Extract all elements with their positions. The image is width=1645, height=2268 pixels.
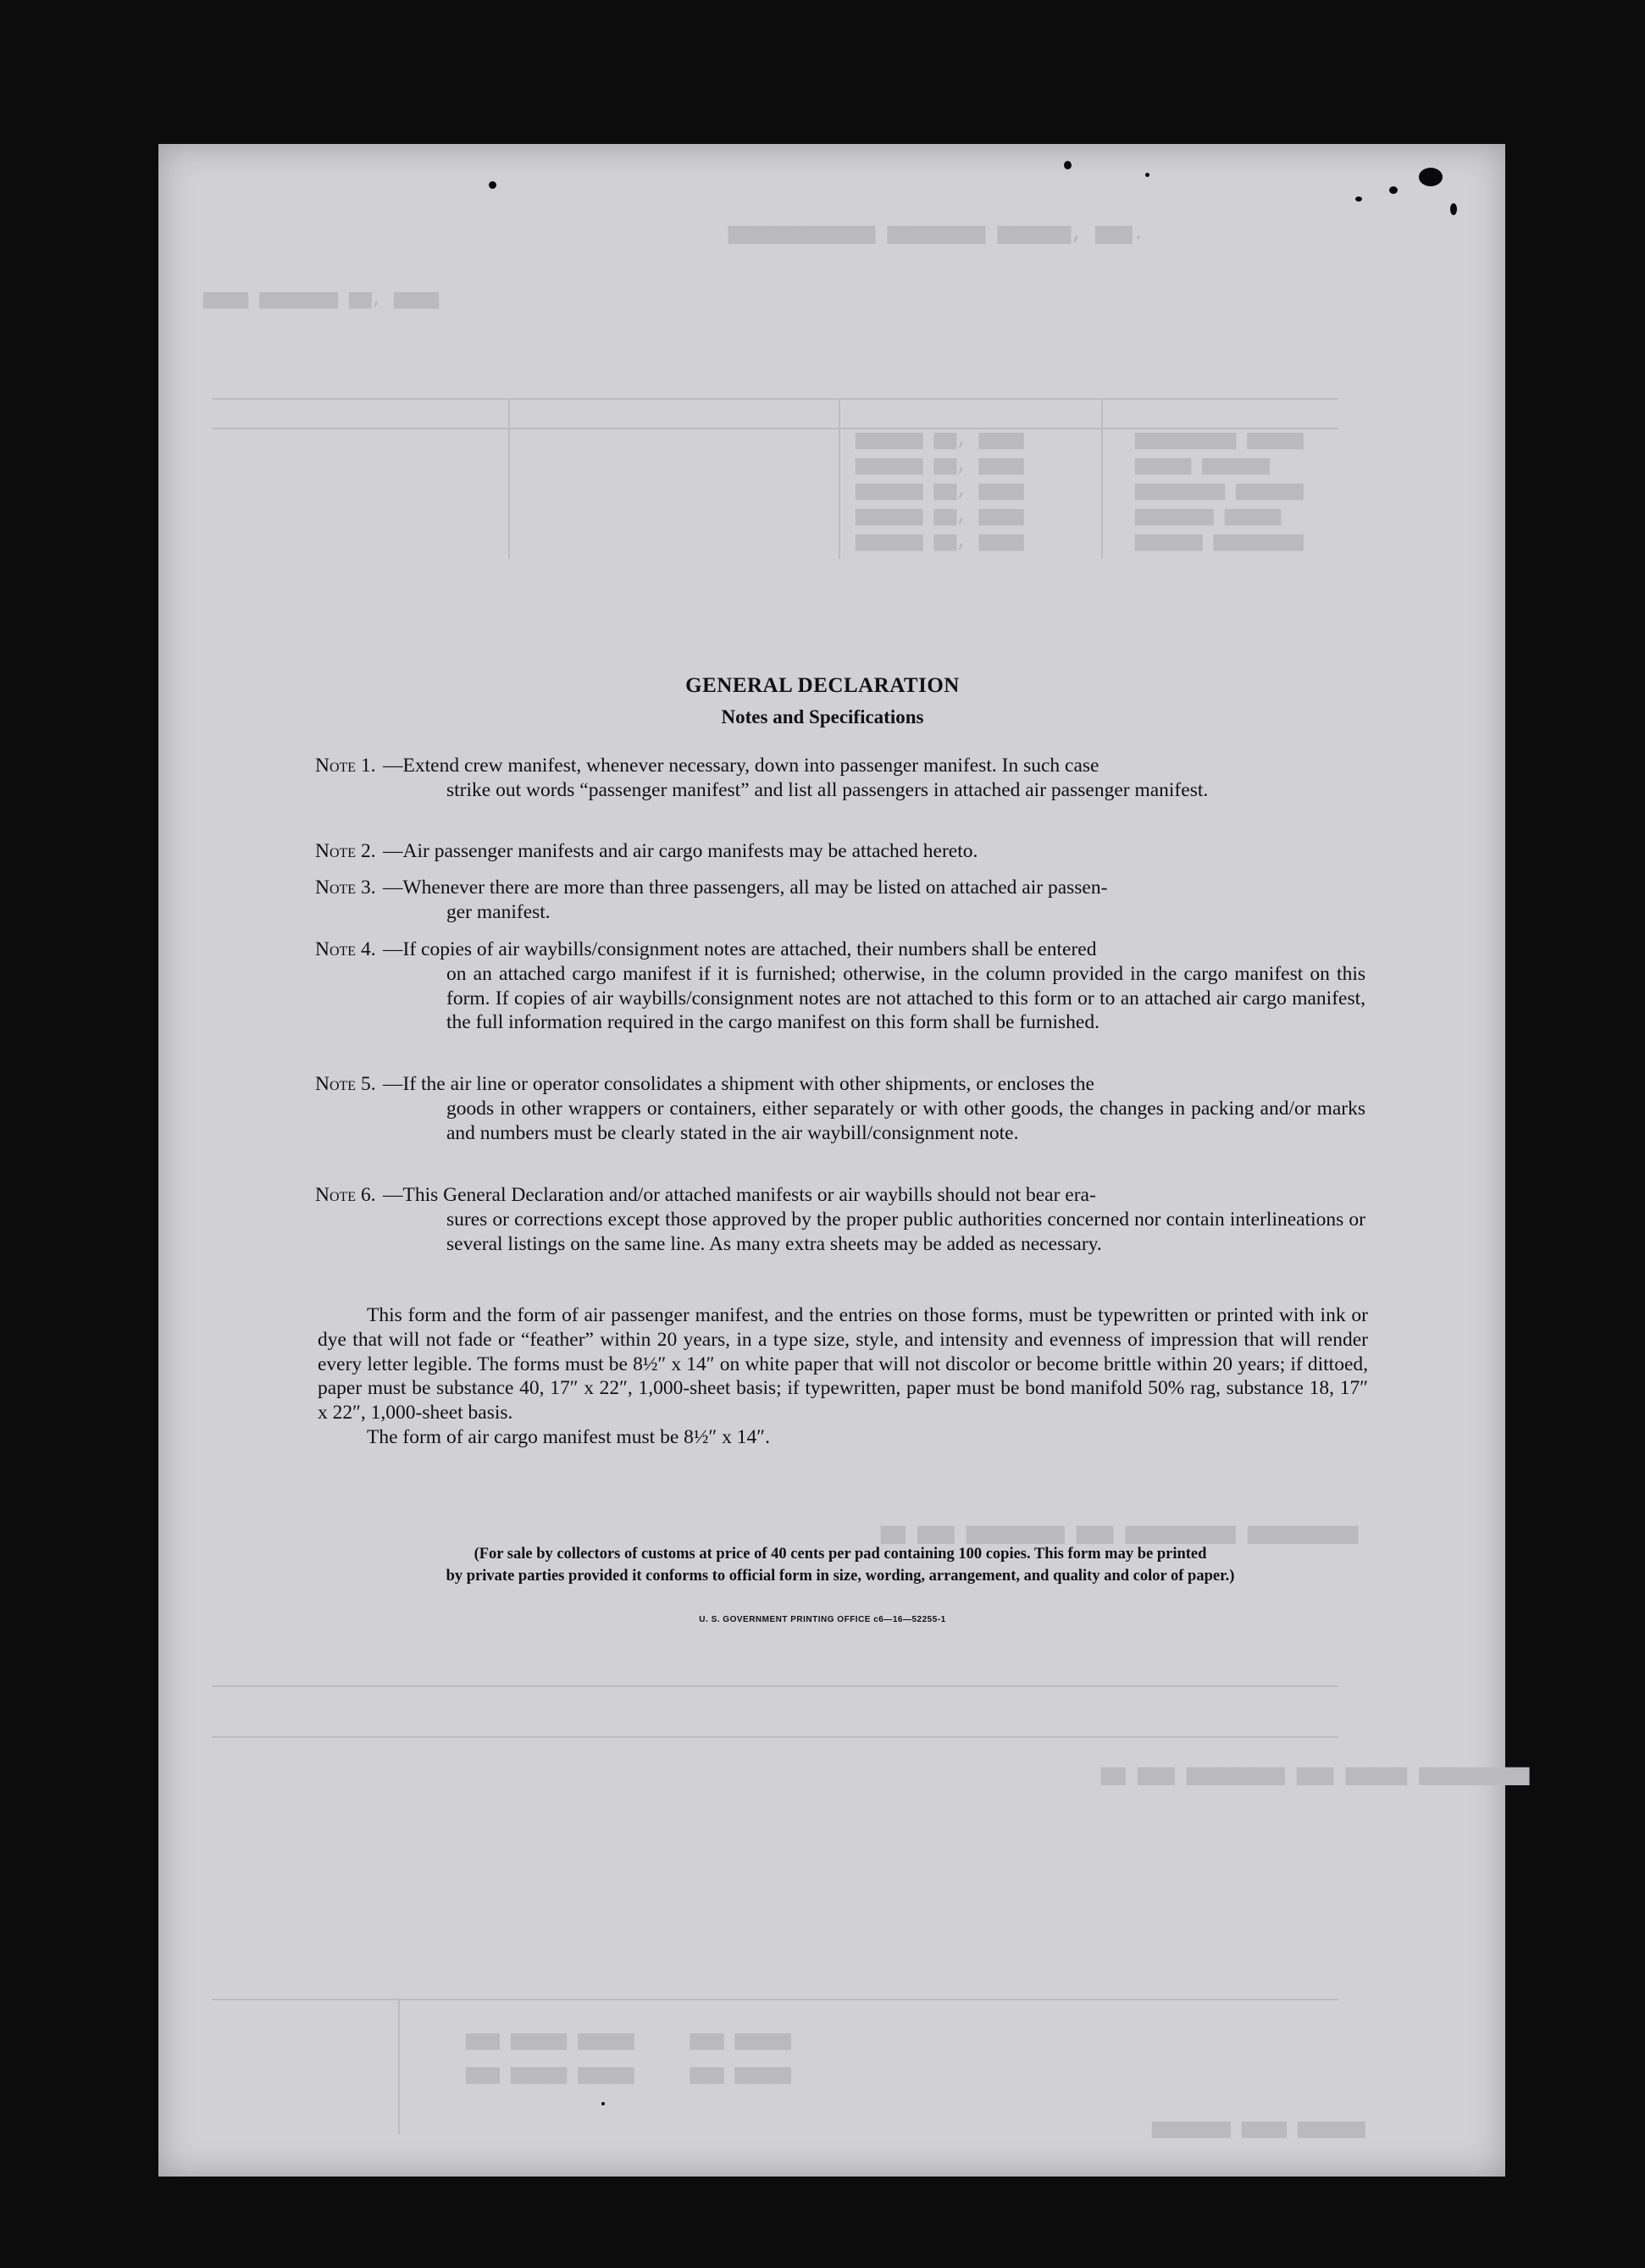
sale-note [315,1543,1365,1587]
printer-imprint: U. S. GOVERNMENT PRINTING OFFICE c6—16—52255-1 [699,1615,946,1624]
page-subtitle: Notes and Specifications [721,706,924,727]
note-label: Note 4. [315,938,376,960]
note-first-line: —Extend crew manifest, whenever necessary, down into passenger manifest. In such case [383,755,1099,777]
note-label: Note 5. [315,1073,376,1095]
note-label: Note 3. [315,877,376,899]
note-text: ger manifest. [446,900,551,923]
note-first-line: —This General Declaration and/or attached manifests or air waybills should not bear era- [383,1184,1096,1206]
note-first-line: —If the air line or operator consolidates a shipment with other shipments, or encloses the [383,1073,1094,1095]
note-text: sures or corrections except those approved by the proper public authorities concerned nor contain interlineations or several listings on the same line. As many extra sheets may be added as necessary. [446,1208,1365,1255]
note-label: Note 2. [315,840,376,862]
note-first-line: —If copies of air waybills/consignment notes are attached, their numbers shall be entered [383,938,1097,960]
note-label: Note 6. [315,1184,376,1206]
note-text: on an attached cargo manifest if it is furnished; otherwise, in the column provided in the cargo manifest on this form. If copies of air waybills/consignment notes are not attached to this form or to an attached air cargo manifest, the full information required in the cargo manifest on this form shall be furnished. [446,962,1365,1034]
note-first-line: —Air passenger manifests and air cargo manifests may be attached hereto. [383,840,978,862]
page-title: GENERAL DECLARATION [685,674,960,697]
note-label: Note 1. [315,755,376,777]
note-text: strike out words “passenger manifest” and list all passengers in attached air passenger manifest. [446,778,1209,801]
sale-note-line-1: (For sale by collectors of customs at price of 40 cents per pad containing 100 copies. This form may be printed [474,1546,1207,1563]
sale-note-line-2: by private parties provided it conforms to official form in size, wording, arrangement, and quality and color of paper.) [446,1568,1235,1585]
paragraph-text: This form and the form of air passenger manifest, and the entries on those forms, must be typewritten or printed with ink or dye that will not fade or “feather” within 20 years, in a type size, style, and intensity and evenness of impression that will render every letter legible. The forms must be 8½″ x 14″ on white paper that will not discolor or become brittle within 20 years; if dittoed, paper must be substance 40, 17″ x 22″, 1,000-sheet basis; if typewritten, paper must be bond manifold 50% rag, substance 18, 17″ x 22″, 1,000-sheet basis. [318,1304,1368,1424]
specifications-paragraph [318,1303,1368,1450]
note-text: goods in other wrappers or containers, either separately or with other goods, the changes in packing and/or marks and numbers must be clearly stated in the air waybill/consignment note. [446,1097,1365,1144]
note-first-line: —Whenever there are more than three passengers, all may be listed on attached air passen- [383,877,1108,899]
paragraph-text-cargo: The form of air cargo manifest must be 8½″ x 14″. [367,1425,770,1448]
